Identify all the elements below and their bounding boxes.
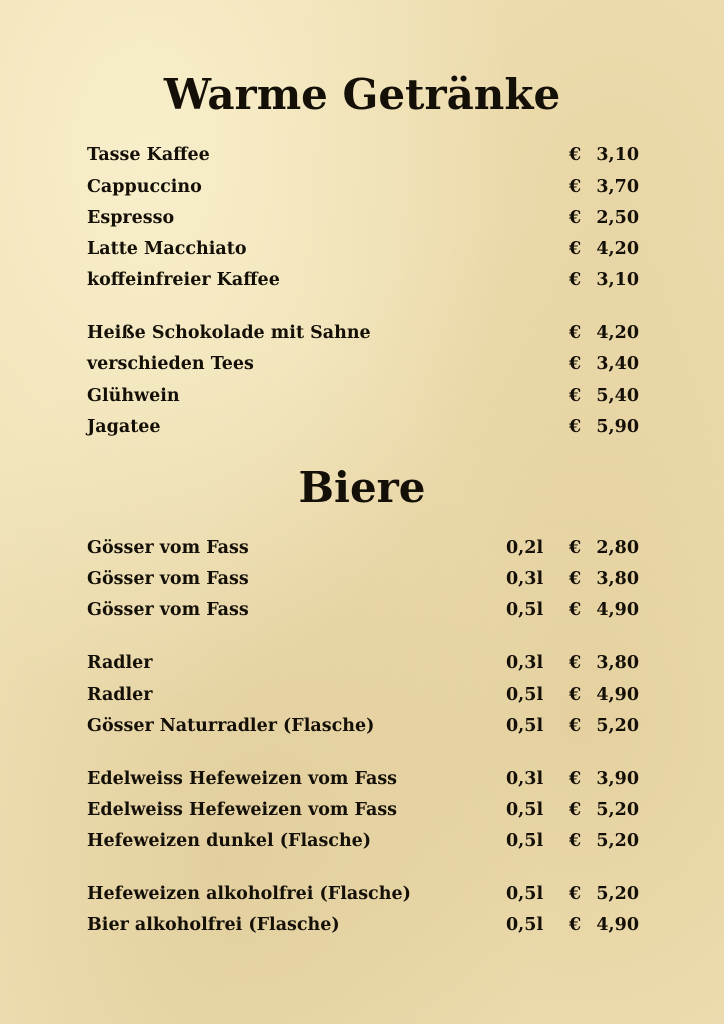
menu-item (87, 714, 639, 738)
menu-item (87, 913, 639, 937)
item-name: Espresso (87, 208, 175, 228)
item-volume: 0,5l (506, 716, 544, 736)
item-price: 5,20 (596, 716, 639, 736)
item-price: 5,20 (596, 800, 639, 820)
item-name: Gösser vom Fass (87, 569, 249, 589)
menu-item (87, 651, 639, 675)
item-price: 3,90 (596, 769, 639, 789)
item-name: verschieden Tees (87, 354, 254, 374)
item-name: Glühwein (87, 386, 180, 406)
currency-symbol: € (569, 417, 582, 437)
item-volume: 0,5l (506, 831, 544, 851)
currency-symbol: € (569, 208, 582, 228)
item-price: 4,20 (596, 239, 639, 259)
item-volume: 0,3l (506, 769, 544, 789)
item-price: 3,10 (596, 270, 639, 290)
item-volume: 0,5l (506, 685, 544, 705)
currency-symbol: € (569, 538, 582, 558)
menu-item (87, 143, 639, 167)
currency-symbol: € (569, 239, 582, 259)
menu-item (87, 598, 639, 622)
currency-symbol: € (569, 354, 582, 374)
currency-symbol: € (569, 386, 582, 406)
item-price: 4,90 (596, 915, 639, 935)
item-volume: 0,5l (506, 600, 544, 620)
currency-symbol: € (569, 716, 582, 736)
item-name: Tasse Kaffee (87, 145, 210, 165)
currency-symbol: € (569, 569, 582, 589)
item-price: 5,40 (596, 386, 639, 406)
item-name: Radler (87, 685, 153, 705)
currency-symbol: € (569, 685, 582, 705)
item-name: Gösser vom Fass (87, 600, 249, 620)
currency-symbol: € (569, 600, 582, 620)
menu-item (87, 352, 639, 376)
item-price: 3,10 (596, 145, 639, 165)
item-volume: 0,5l (506, 915, 544, 935)
menu-item (87, 268, 639, 292)
item-name: Gösser vom Fass (87, 538, 249, 558)
menu-item (87, 237, 639, 261)
item-volume: 0,5l (506, 884, 544, 904)
item-name: Bier alkoholfrei (Flasche) (87, 915, 340, 935)
currency-symbol: € (569, 323, 582, 343)
currency-symbol: € (569, 884, 582, 904)
item-name: Edelweiss Hefeweizen vom Fass (87, 769, 398, 789)
item-name: koffeinfreier Kaffee (87, 270, 280, 290)
item-name: Gösser Naturradler (Flasche) (87, 716, 375, 736)
menu-item (87, 567, 639, 591)
currency-symbol: € (569, 769, 582, 789)
beer-heading: Biere (298, 463, 426, 512)
menu-item (87, 321, 639, 345)
item-volume: 0,3l (506, 569, 544, 589)
item-price: 4,90 (596, 685, 639, 705)
item-price: 5,20 (596, 831, 639, 851)
item-price: 4,90 (596, 600, 639, 620)
currency-symbol: € (569, 831, 582, 851)
item-name: Edelweiss Hefeweizen vom Fass (87, 800, 398, 820)
menu-item (87, 683, 639, 707)
menu-item (87, 767, 639, 791)
item-name: Hefeweizen alkoholfrei (Flasche) (87, 884, 411, 904)
item-volume: 0,3l (506, 653, 544, 673)
item-name: Latte Macchiato (87, 239, 247, 259)
currency-symbol: € (569, 177, 582, 197)
menu-item (87, 206, 639, 230)
menu-item (87, 829, 639, 853)
item-price: 2,50 (596, 208, 639, 228)
currency-symbol: € (569, 653, 582, 673)
currency-symbol: € (569, 145, 582, 165)
menu-item (87, 536, 639, 560)
item-name: Hefeweizen dunkel (Flasche) (87, 831, 372, 851)
menu-item (87, 798, 639, 822)
item-name: Cappuccino (87, 177, 202, 197)
item-name: Heiße Schokolade mit Sahne (87, 323, 371, 343)
item-volume: 0,5l (506, 800, 544, 820)
currency-symbol: € (569, 270, 582, 290)
menu-item (87, 175, 639, 199)
currency-symbol: € (569, 800, 582, 820)
menu-item (87, 882, 639, 906)
item-price: 5,90 (596, 417, 639, 437)
item-price: 5,20 (596, 884, 639, 904)
item-name: Jagatee (87, 417, 161, 437)
item-price: 2,80 (596, 538, 639, 558)
currency-symbol: € (569, 915, 582, 935)
menu-item (87, 415, 639, 439)
item-volume: 0,2l (506, 538, 544, 558)
item-price: 3,80 (596, 653, 639, 673)
warm-drinks-heading: Warme Getränke (163, 70, 561, 119)
item-name: Radler (87, 653, 153, 673)
item-price: 4,20 (596, 323, 639, 343)
menu-item (87, 384, 639, 408)
item-price: 3,70 (596, 177, 639, 197)
item-price: 3,80 (596, 569, 639, 589)
item-price: 3,40 (596, 354, 639, 374)
